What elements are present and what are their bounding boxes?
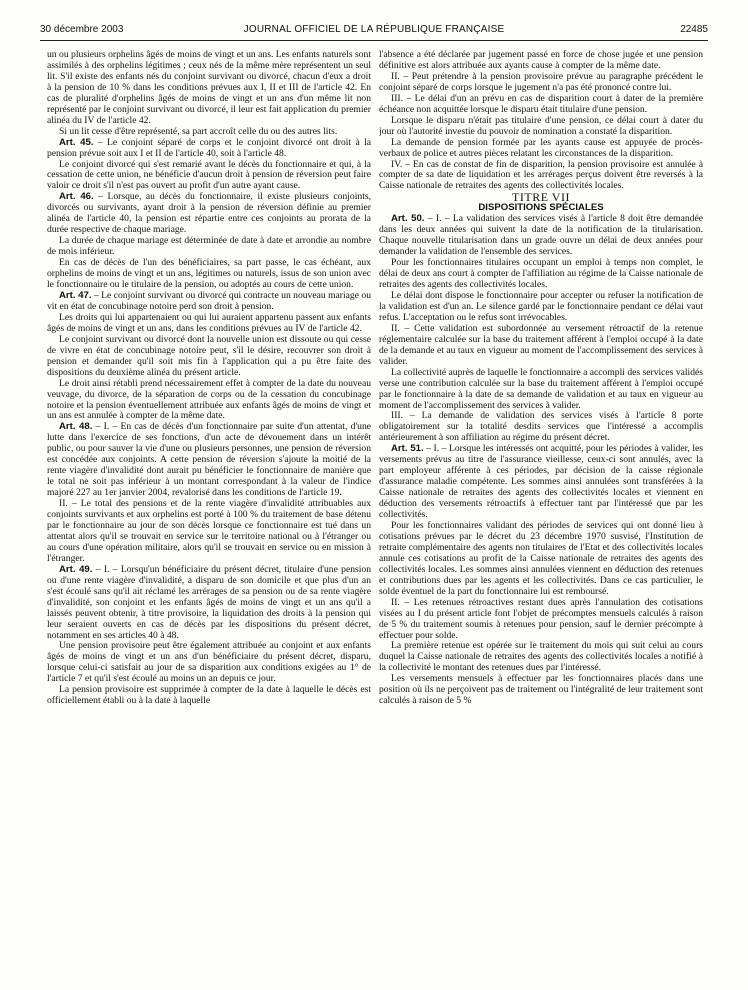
paragraph: II. – Les retenues rétroactives restant dues après l'annulation des cotisations visées au I du présent article font l'objet de précomptes mensuels calculés à raison de 5 % du traitement soumis à retenues pour pension, sauf le dernier précompte à effectuer pour solde. [379, 596, 703, 641]
paragraph: II. – Cette validation est subordonnée au versement rétroactif de la retenue réglementaire calculée sur la base du traitement afférent à l'emploi occupé à la date de la demande et au taux en vigueur au moment de l'accomplissement des services à valider. [379, 322, 703, 367]
header-rule [40, 40, 708, 41]
paragraph: III. – Le délai d'un an prévu en cas de disparition court à dater de la première échéance non acquittée lorsque le disparu était titulaire d'une pension. [379, 92, 703, 115]
header-journal-title: JOURNAL OFFICIEL DE LA RÉPUBLIQUE FRANÇAISE [243, 24, 505, 35]
section-subtitle: DISPOSITIONS SPÉCIALES [478, 202, 604, 214]
paragraph: Art. 50. – I. – La validation des services visés à l'article 8 doit être demandée dans les deux années qui suivent la date de la notification de la titularisation. Chaque nouvelle titularisation dans un grade ouvre un délai de deux années pour demander la validation de l'ensemble des services. [379, 213, 703, 258]
article-number: Art. 51. [391, 443, 424, 455]
paragraph: Une pension provisoire peut être également attribuée au conjoint et aux enfants âgés de moins de vingt et un ans d'un bénéficiaire du présent décret, disparu, lorsque celui-ci satisfait au jour de sa disparition aux conditions exigées au 1° de l'article 7 et qu'il s'est écoulé au moins un an depuis ce jour. [47, 640, 371, 685]
article-number: Art. 46. [59, 191, 94, 203]
paragraph: III. – La demande de validation des services visés à l'article 8 porte obligatoirement sur la totalité desdits services que l'intéressé a accomplis antérieurement à son affiliation au régime du présent décret. [379, 410, 703, 444]
right-column [379, 50, 703, 980]
paragraph: II. – Peut prétendre à la pension provisoire prévue au paragraphe précédent le conjoint séparé de corps lorsque le jugement n'a pas été prononcé contre lui. [379, 70, 703, 93]
paragraph: Le droit ainsi rétabli prend nécessairement effet à compter de la date du nouveau veuvage, du divorce, de la séparation de corps ou de la cessation du concubinage notoire et la pension éventuellement attribuée aux enfants âgés de moins de vingt et un ans est annulée à compter de la même date. [47, 377, 371, 422]
paragraph: Art. 51. – I. – Lorsque les intéressés ont acquitté, pour les périodes à valider, les versements prévus au titre de l'assurance vieillesse, ceux-ci sont annulés, avec la part employeur afférente à ces périodes, par décision de la caisse régionale d'assurance maladie compétente. Les sommes ainsi annulées sont transférées à la Caisse nationale de retraites des agents des collectivités locales et viennent en déduction des versements rétroactifs à effectuer tant par l'intéressé que par les collectivités. [379, 443, 703, 521]
paragraph: En cas de décès de l'un des bénéficiaires, sa part passe, le cas échéant, aux orphelins de moins de vingt et un ans, légitimes ou naturels, issus de son union avec le fonctionnaire ou le titulaire de la pension, ou adoptés au cours de cette union. [47, 257, 371, 291]
paragraph: La pension provisoire est supprimée à compter de la date à laquelle le décès est officiellement établi ou à la date à laquelle [47, 684, 371, 707]
paragraph: Art. 49. – I. – Lorsqu'un bénéficiaire du présent décret, titulaire d'une pension ou d'une rente viagère d'invalidité, a disparu de son domicile et que plus d'un an s'est écoulé sans qu'il ait réclamé les arrérages de sa pension ou de sa rente viagère d'invalidité, son conjoint et les enfants âgés de moins de vingt et un ans qu'il a laissés peuvent obtenir, à titre provisoire, la liquidation des droits à la pension qui leur seraient ouverts en cas de décès par les dispositions du présent décret, notamment en ses articles 40 à 48. [47, 563, 371, 641]
paragraph: Art. 46. – Lorsque, au décès du fonctionnaire, il existe plusieurs conjoints, divorcés ou survivants, ayant droit à la pension de réversion définie au premier alinéa de l'article 40, la pension est répartie entre ces conjoints au prorata de la durée respective de chaque mariage. [47, 191, 371, 236]
page-header [40, 24, 708, 38]
paragraph: Les versements mensuels à effectuer par les fonctionnaires placés dans une position où ils ne perçoivent pas de traitement ou l'intégralité de leur traitement sont calculés à raison de 5 % [379, 673, 703, 707]
paragraph: Art. 48. – I. – En cas de décès d'un fonctionnaire par suite d'un attentat, d'une lutte dans l'exercice de ses fonctions, d'un acte de dévouement dans un intérêt public, ou pour sauver la vie d'une ou plusieurs personnes, une pension de réversion est concédée aux conjoints. A cette pension de réversion s'ajoute la moitié de la rente viagère d'invalidité dont aurait pu bénéficier le fonctionnaire de manière que le total ne soit pas inférieur à un montant correspondant à la valeur de l'indice majoré 227 au 1er janvier 2004, revalorisé dans les conditions de l'article 19. [47, 421, 371, 499]
paragraph: II. – Le total des pensions et de la rente viagère d'invalidité attribuables aux conjoints survivants et aux orphelins est porté à 100 % du traitement de base détenu par le fonctionnaire au jour de son décès lorsque ce fonctionnaire est tué dans un attentat alors qu'il se trouvait en service sur le territoire national ou à l'étranger ou au cours d'une opération militaire, alors qu'il se trouvait en service ou en mission à l'étranger. [47, 498, 371, 564]
header-page-number: 22485 [680, 24, 708, 35]
section-title: TITRE VII [512, 190, 570, 205]
paragraph: La collectivité auprès de laquelle le fonctionnaire a accompli des services validés verse une contribution calculée sur la base du traitement afférent à l'emploi occupé par le fonctionnaire à la date de sa demande de validation et au taux en vigueur au moment de l'accomplissement des services à valider. [379, 366, 703, 411]
header-date: 30 décembre 2003 [40, 24, 124, 35]
article-number: Art. 49. [59, 563, 93, 575]
paragraph: La durée de chaque mariage est déterminée de date à date et arrondie au nombre de mois inférieur. [47, 235, 371, 258]
article-number: Art. 48. [59, 421, 93, 433]
paragraph: Lorsque le disparu n'était pas titulaire d'une pension, ce délai court à dater du jour où l'autorité investie du pouvoir de nomination a constaté la disparition. [379, 114, 703, 137]
paragraph: Art. 47. – Le conjoint survivant ou divorcé qui contracte un nouveau mariage ou vit en état de concubinage notoire perd son droit à pension. [47, 289, 371, 312]
paragraph: Les droits qui lui appartenaient ou qui lui auraient appartenu passent aux enfants âgés de moins de vingt et un ans, dans les conditions prévues au IV de l'article 42. [47, 311, 371, 334]
paragraph: Pour les fonctionnaires validant des périodes de services qui ont donné lieu à cotisations prévues par le décret du 23 décembre 1970 susvisé, l'Institution de retraite complémentaire des agents non titulaires de l'Etat et des collectivités locales annule ces cotisations au profit de la Caisse nationale de retraites des agents des collectivités locales. Les sommes ainsi annulées viennent en déduction des retenues et contributions dues par les agents et les collectivités. Dans ce cas particulier, le solde éventuel de la part du fonctionnaire lui est remboursé. [379, 519, 703, 597]
paragraph: Le délai dont dispose le fonctionnaire pour accepter ou refuser la notification de la validation est d'un an. Le silence gardé par le fonctionnaire pendant ce délai vaut refus. L'acceptation ou le refus sont irrévocables. [379, 289, 703, 323]
paragraph: La première retenue est opérée sur le traitement du mois qui suit celui au cours duquel la Caisse nationale de retraites des agents des collectivités locales a notifié à la collectivité le montant des retenues dues par l'intéressé. [379, 640, 703, 674]
paragraph: Si un lit cesse d'être représenté, sa part accroît celle du ou des autres lits. [59, 125, 338, 137]
article-number: Art. 47. [59, 289, 92, 301]
paragraph: Art. 45. – Le conjoint séparé de corps et le conjoint divorcé ont droit à la pension prévue soit aux I et II de l'article 40, soit à l'article 48. [47, 136, 371, 159]
paragraph: Le conjoint divorcé qui s'est remarié avant le décès du fonctionnaire et qui, à la cessation de cette union, ne bénéficie d'aucun droit à pension de réversion peut faire valoir ce droit s'il n'est pas ouvert au profit d'un autre ayant cause. [47, 158, 371, 192]
paragraph: Le conjoint survivant ou divorcé dont la nouvelle union est dissoute ou qui cesse de vivre en état de concubinage notoire peut, s'il le désire, recouvrer son droit à pension et demander qu'il soit mis fin à l'application qui a pu être faite des dispositions du deuxième alinéa du présent article. [47, 333, 371, 378]
paragraph: IV. – En cas de constat de fin de disparition, la pension provisoire est annulée à compter de sa date de liquidation et les arrérages perçus doivent être reversés à la Caisse nationale de retraites des agents des collectivités locales. [379, 158, 703, 192]
article-number: Art. 45. [59, 136, 94, 148]
paragraph: un ou plusieurs orphelins âgés de moins de vingt et un ans. Les enfants naturels sont assimilés à des orphelins légitimes ; ceux nés de la même mère représentent un seul lit. S'il existe des enfants nés du conjoint survivant ou divorcé, chacun d'eux a droit à la pension de 10 % dans les conditions prévues aux I, II et III de l'article 42. En cas de pluralité d'orphelins âgés de moins de vingt et un ans d'un même lit non représenté par le conjoint survivant ou divorcé, il leur est fait application du premier alinéa du IV de l'article 42. [47, 50, 371, 126]
left-column [47, 50, 371, 980]
paragraph: l'absence a été déclarée par jugement passé en force de chose jugée et une pension définitive est alors attribuée aux ayants cause à compter de la même date. [379, 50, 703, 71]
paragraph: Pour les fonctionnaires titulaires occupant un emploi à temps non complet, le délai de deux ans court à compter de l'affiliation au régime de la Caisse nationale de retraites des agents des collectivités locales. [379, 257, 703, 291]
article-number: Art. 50. [391, 213, 425, 225]
paragraph: La demande de pension formée par les ayants cause est appuyée de procès-verbaux de police et autres pièces relatant les circonstances de la disparition. [379, 136, 703, 159]
